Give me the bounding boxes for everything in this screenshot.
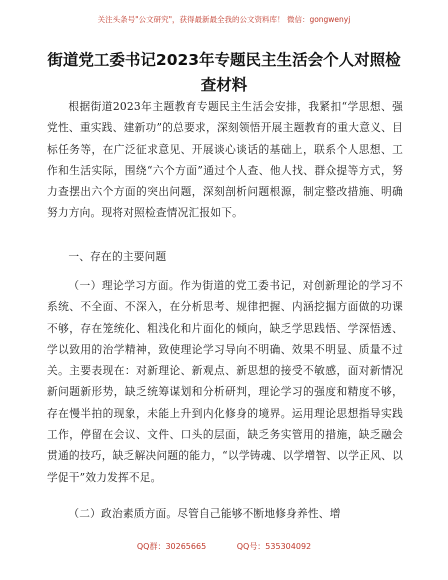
top-banner: 关注头条号"公文研究"，获得最新最全我的公文资料库！ 微信：gongwenyj [97,15,351,24]
document-title: 街道党工委书记2023年专题民主生活会个人对照检查材料 [47,51,401,94]
subsection-political-paragraph: （二）政治素质方面。尽管自己能够不断地修身养性、增 [68,507,341,520]
subsection-theory-paragraph: （一）理论学习方面。作为街道的党工委书记，对创新理论的学习不系统、不全面、不深入，在分析思考、规律把握、内涵挖掘方面做的功课不够，存在笼统化、粗浅化和片面化的倾向，缺乏学思践悟、学深悟透、学以致用的治学精神，致使理论学习导向不明确、效果不明显、质量不过关。主要表现在：对新理论、新观点、新思想的接受不敏感，面对新情况新问题新形势，缺乏统筹谋划和分析研判，理论学习的强度和精度不够，存在慢半拍的现象，未能上升到内化修身的境界。运用理论思想指导实践工作，停留在会议、文件、口头的层面，缺乏务实管用的措施，缺乏融会贯通的技巧，缺乏解决问题的能力，“以学铸魂、以学增智、以学正风、以学促干”效力发挥不足。 [47,279,403,484]
footer-qq-group: QQ群：30265665 [136,542,207,551]
intro-paragraph: 根据街道2023年主题教育专题民主生活会安排，我紧扣“学思想、强党性、重实践、建新功”的总要求，深刻领悟开展主题教育的重大意义、目标任务等，在广泛征求意见、开展谈心谈话的基础上，联系个人思想、工作和生活实际，围绕“六个方面”通过个人查、他人找、群众提等方式，努力查摆出六个方面的突出问题，深刻剖析问题根源，制定整改措施、明确努力方向。现将对照检查情况汇报如下。 [47,100,403,220]
section-heading: 一、存在的主要问题 [68,250,167,263]
footer-qq: QQ号：535304092 [236,542,312,551]
footer [0,541,448,552]
